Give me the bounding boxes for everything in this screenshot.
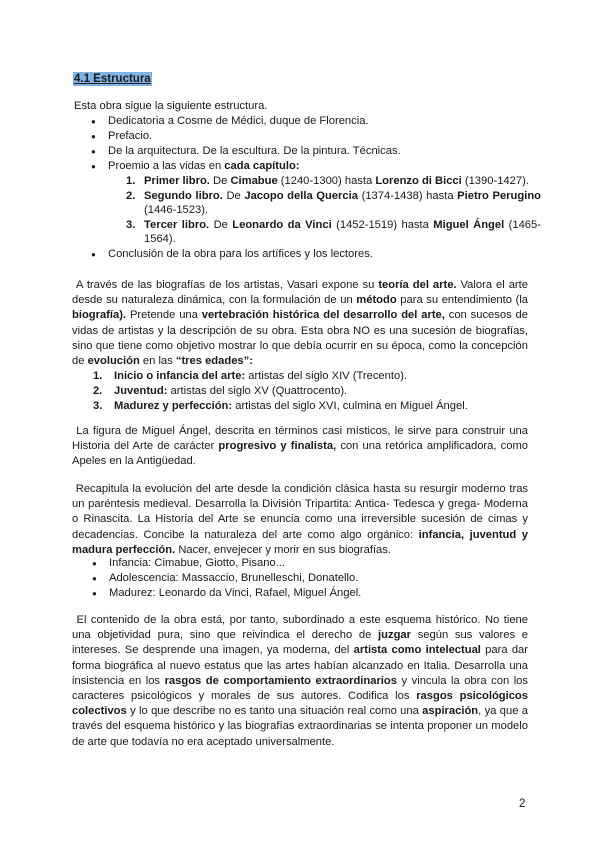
paragraph-miguel-angel: La figura de Miguel Ángel, descrita en términos casi místicos, le sirve para construir una Historia del Arte de carácter progresivo y finalista, con una retórica amplificadora, como Apeles en la Antigüedad.: [72, 425, 528, 468]
book-item: 1. Primer libro. De Cimabue (1240-1300) hasta Lorenzo di Bicci (1390-1427).: [126, 175, 529, 187]
stages-list: [92, 556, 532, 602]
list-item: ● Dedicatoria a Cosme de Médici, duque de Florencia.: [91, 114, 541, 129]
stage-item: ● Madurez: Leonardo da Vinci, Rafael, Miguel Ángel.: [92, 586, 532, 601]
structure-list: [91, 114, 541, 262]
book-item: 2. Segundo libro. De Jacopo della Quercia (1374-1438) hasta Pietro Perugino (1446-1523).: [126, 189, 541, 216]
paragraph-theory: A través de las biografías de los artistas, Vasari expone su teoría del arte. Valora el arte desde su naturaleza dinámica, con la formulación de un método para su entendimiento (la biografía). Pretende una vertebración histórica del desarrollo del arte, con sucesos de vidas de artistas y la descripción de su obra. Esta obra NO es una sucesión de biografías, sino que tiene como objetivo mostrar lo que debía ocurrir en su época, como la concepción de evolución en las “tres edades”:: [72, 279, 529, 368]
ages-list: [93, 369, 533, 415]
book-item: 3. Tercer libro. De Leonardo da Vinci (1452-1519) hasta Miguel Ángel (1465-1564).: [126, 218, 541, 245]
page-number: 2: [519, 798, 526, 810]
stage-item: ● Adolescencia: Massaccio, Brunelleschi, Donatello.: [92, 571, 532, 586]
list-item: ● Proemio a las vidas en cada capítulo: 1. Primer libro. De Cimabue (1240-1300) hasta Lorenzo di Bicci (1390-1427). 2. Segundo libro. De Jacopo della Quercia (1374-1438) hasta Pietro Perugino (1446-1523). 3. Tercer libro. De Leonardo da Vinci (1452-1519) hasta Miguel Ángel (1465-1564).: [91, 159, 541, 247]
age-item: 1. Inicio o infancia del arte: artistas del siglo XIV (Trecento).: [93, 370, 408, 382]
list-item: ● De la arquitectura. De la escultura. De la pintura. Técnicas.: [91, 144, 541, 159]
stage-item: ● Infancia: Cimabue, Giotto, Pisano...: [92, 556, 532, 571]
books-list: [126, 174, 541, 247]
paragraph-evolution: Recapitula la evolución del arte desde la condición clásica hasta su resurgir moderno tras un paréntesis medieval. Desarrolla la División Tripartita: Antica- Tedesca y grega- Moderna o Rinascita. La Historia del Arte se enuncia como una irreversible sucesión de cimas y decadencias. Concibe la naturaleza del arte como algo orgánico: infancia, juventud y madura perfección. Nacer, envejecer y morir en sus biografías.: [72, 483, 529, 556]
age-item: 3. Madurez y perfección: artistas del siglo XVI, culmina en Miguel Ángel.: [93, 400, 468, 413]
intro-text: Esta obra sigue la siguiente estructura.: [74, 100, 268, 112]
list-item: ● Conclusión de la obra para los artífices y los lectores.: [91, 247, 541, 262]
age-item: 2. Juventud: artistas del siglo XV (Quattrocento).: [93, 385, 348, 398]
section-title: 4.1 Estructura: [74, 73, 151, 85]
paragraph-content: El contenido de la obra está, por tanto, subordinado a este esquema histórico. No tiene una objetividad pura, sino que reivindica el derecho de juzgar según sus valores e intereses. Se desprende una imagen, ya moderna, del artista como intelectual para dar forma biográfica al nuevo estatus que las artes habían alcanzado en Italia. Desarrolla una insistencia en los rasgos de comportamiento extraordinarios y vincula la obra con los caracteres psicológicos y morales de sus autores. Codifica los rasgos psicológicos colectivos y lo que describe no es tanto una situación real como una aspiración, ya que a través del esquema histórico y las biografías extraordinarias se intenta proponer un modelo de arte que todavía no era aceptado universalmente.: [72, 614, 529, 748]
list-item: ● Prefacio.: [91, 129, 541, 144]
